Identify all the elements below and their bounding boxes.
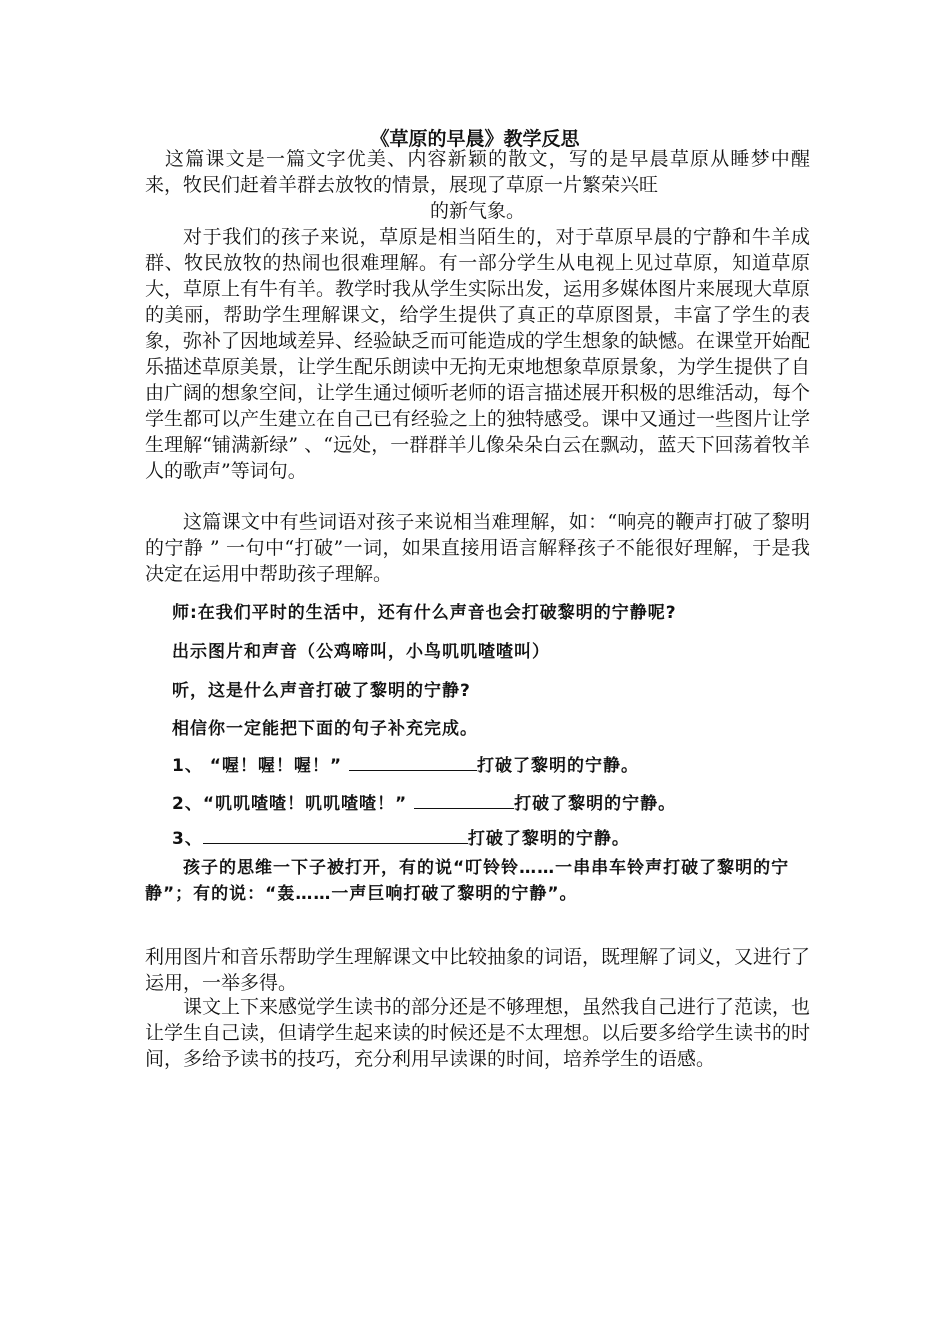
paragraph-5: 利用图片和音乐帮助学生理解课文中比较抽象的词语，既理解了词义，又进行了运用，一举多得。 (145, 946, 811, 994)
exercise-1-suffix: 打破了黎明的宁静。 (477, 756, 640, 776)
exercise-1-prefix: 1、 “喔！喔！喔！” (172, 756, 343, 776)
exercise-3-suffix: 打破了黎明的宁静。 (467, 829, 630, 849)
instruction-line: 相信你一定能把下面的句子补充完成。 (172, 719, 478, 739)
exercise-2-prefix: 2、“叽叽喳喳！叽叽喳喳！” (172, 794, 408, 814)
exercise-3 (172, 824, 630, 849)
intro-text: 这篇课文是一篇文字优美、内容新颖的散文，写的是早晨草原从睡梦中醒来，牧民们赶着羊群去放牧的情景，展现了草原一片繁荣兴旺 (145, 148, 810, 196)
intro-paragraph (145, 146, 810, 224)
paragraph-3: 这篇课文中有些词语对孩子来说相当难理解，如：“响亮的鞭声打破了黎明的宁静 ” 一句中“打破”一词，如果直接用语言解释孩子不能很好理解，于是我决定在运用中帮助孩子理解。 (145, 511, 810, 585)
paragraph-4: 孩子的思维一下子被打开，有的说“叮铃铃……一串串车铃声打破了黎明的宁静”；有的说：“轰……一声巨响打破了黎明的宁静”。 (145, 858, 790, 904)
exercise-3-prefix: 3、 (172, 829, 203, 849)
teacher-question: 师:在我们平时的生活中，还有什么声音也会打破黎明的宁静呢? (172, 603, 677, 623)
exercise-2-suffix: 打破了黎明的宁静。 (514, 794, 677, 814)
paragraph-2: 对于我们的孩子来说，草原是相当陌生的，对于草原早晨的宁静和牛羊成群、牧民放牧的热闹也很难理解。有一部分学生从电视上见过草原，知道草原大，草原上有牛有羊。教学时我从学生实际出发，运用多媒体图片来展现大草原的美丽，帮助学生理解课文，给学生提供了真正的草原图景，丰富了学生的表象，弥补了因地域差异、经验缺乏而可能造成的学生想象的缺憾。在课堂开始配乐描述草原美景，让学生配乐朗读中无拘无束地想象草原景象，为学生提供了自由广阔的想象空间，让学生通过倾听老师的语言描述展开积极的思维活动，每个学生都可以产生建立在自己已有经验之上的独特感受。课中又通过一些图片让学生理解“铺满新绿” 、“远处，一群群羊儿像朵朵白云在飘动，蓝天下回荡着牧羊人的歌声”等词句。 (145, 226, 811, 482)
exercise-1 (172, 751, 639, 776)
document-title: 《草原的早晨》教学反思 (370, 128, 580, 150)
exercise-2 (172, 789, 676, 814)
paragraph-6: 课文上下来感觉学生读书的部分还是不够理想，虽然我自己进行了范读，也让学生自己读，但请学生起来读的时候还是不太理想。以后要多给学生读书的时间，多给予读书的技巧，充分利用早读课的时间，培养学生的语感。 (145, 996, 811, 1070)
intro-text-end: 的新气象。 (429, 200, 525, 222)
exercise-2-blank[interactable] (414, 790, 514, 809)
show-media-line: 出示图片和声音（公鸡啼叫，小鸟叽叽喳喳叫） (172, 642, 550, 662)
listen-line: 听，这是什么声音打破了黎明的宁静? (172, 681, 471, 701)
exercise-3-blank[interactable] (203, 825, 468, 844)
exercise-1-blank[interactable] (349, 752, 477, 771)
